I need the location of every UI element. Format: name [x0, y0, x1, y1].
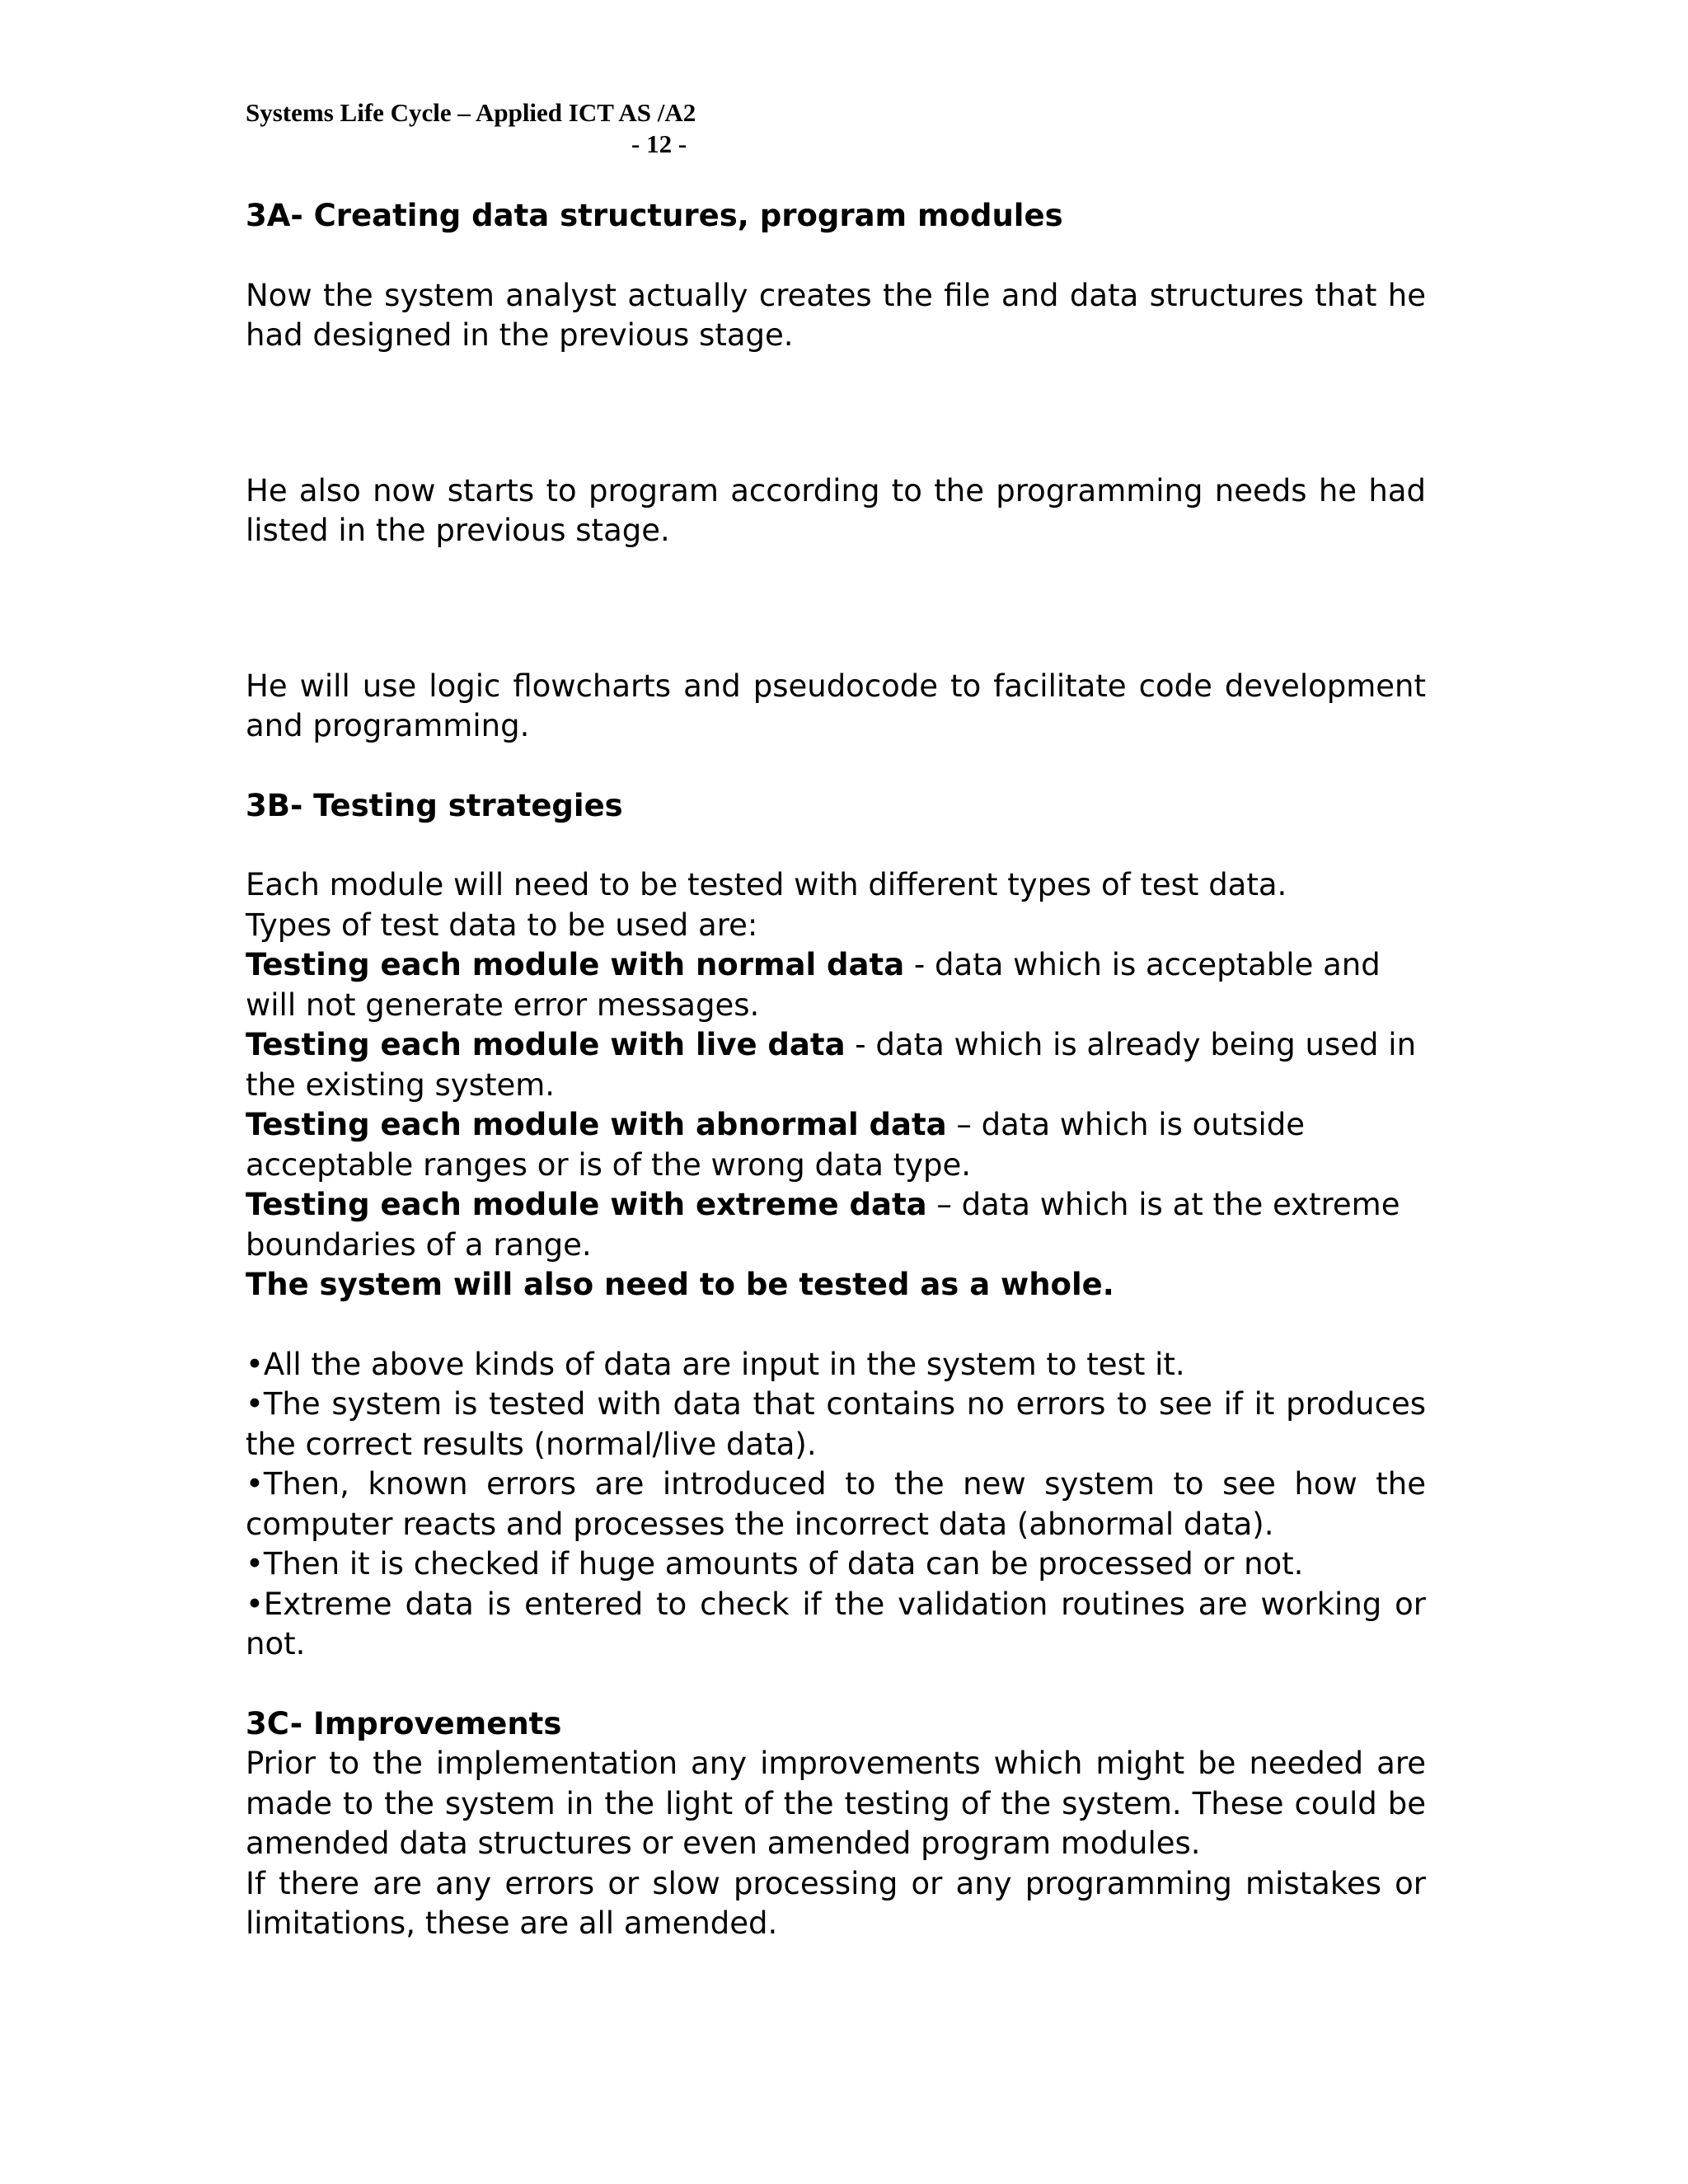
paragraph-3b-intro-2: Types of test data to be used are:: [246, 907, 758, 943]
test-type-label: Testing each module with abnormal data: [246, 1107, 947, 1142]
test-type-item: [246, 1025, 1426, 1105]
page-header: [246, 97, 740, 160]
test-type-item: [246, 945, 1426, 1025]
test-type-label: Testing each module with extreme data: [246, 1187, 927, 1222]
bullet-item: •Then it is checked if huge amounts of data can be processed or not.: [246, 1546, 1304, 1582]
paragraph-3b-intro-1: Each module will need to be tested with different types of test data.: [246, 867, 1287, 902]
bullet-item: •Then, known errors are introduced to the new system to see how the computer reacts and processes the incorrect data (abnormal data).: [246, 1466, 1426, 1542]
whole-system-note: The system will also need to be tested as a whole.: [246, 1267, 1114, 1302]
test-type-description: – data which is outside acceptable ranges or is of the wrong data type.: [246, 1107, 1306, 1183]
bullet-item: •All the above kinds of data are input in the system to test it.: [246, 1346, 1185, 1382]
test-type-description: – data which is at the extreme boundaries of a range.: [246, 1187, 1400, 1263]
paragraph-3c-1: Prior to the implementation any improvements which might be needed are made to the system in the light of the testing of the system. These could be amended data structures or even amended program modules.: [246, 1746, 1426, 1861]
paragraph-3a-2: He also now starts to program according to the programming needs he had listed in the previous stage.: [246, 472, 1426, 548]
paragraph-3c-2: If there are any errors or slow processing or any programming mistakes or limitations, these are all amended.: [246, 1865, 1426, 1941]
page-content: [246, 196, 1426, 1944]
test-type-description: - data which is already being used in the existing system.: [246, 1027, 1417, 1103]
test-type-item: [246, 1105, 1426, 1185]
heading-3c: 3C- Improvements: [246, 1705, 562, 1741]
bullet-item: •The system is tested with data that contains no errors to see if it produces the correct results (normal/live data).: [246, 1386, 1426, 1462]
paragraph-3a-1: Now the system analyst actually creates the file and data structures that he had designed in the previous stage.: [246, 277, 1426, 353]
paragraph-3a-3: He will use logic flowcharts and pseudocode to facilitate code development and programming.: [246, 668, 1426, 743]
test-type-description: - data which is acceptable and will not generate error messages.: [246, 947, 1381, 1023]
heading-3b: 3B- Testing strategies: [246, 787, 623, 823]
bullet-item: •Extreme data is entered to check if the validation routines are working or not.: [246, 1586, 1426, 1661]
test-type-label: Testing each module with live data: [246, 1027, 846, 1062]
heading-3a: 3A- Creating data structures, program modules: [246, 198, 1063, 233]
test-type-label: Testing each module with normal data: [246, 947, 905, 982]
document-title: Systems Life Cycle – Applied ICT AS /A2: [246, 98, 696, 127]
page-number: - 12 -: [631, 129, 687, 158]
test-type-item: [246, 1185, 1426, 1265]
